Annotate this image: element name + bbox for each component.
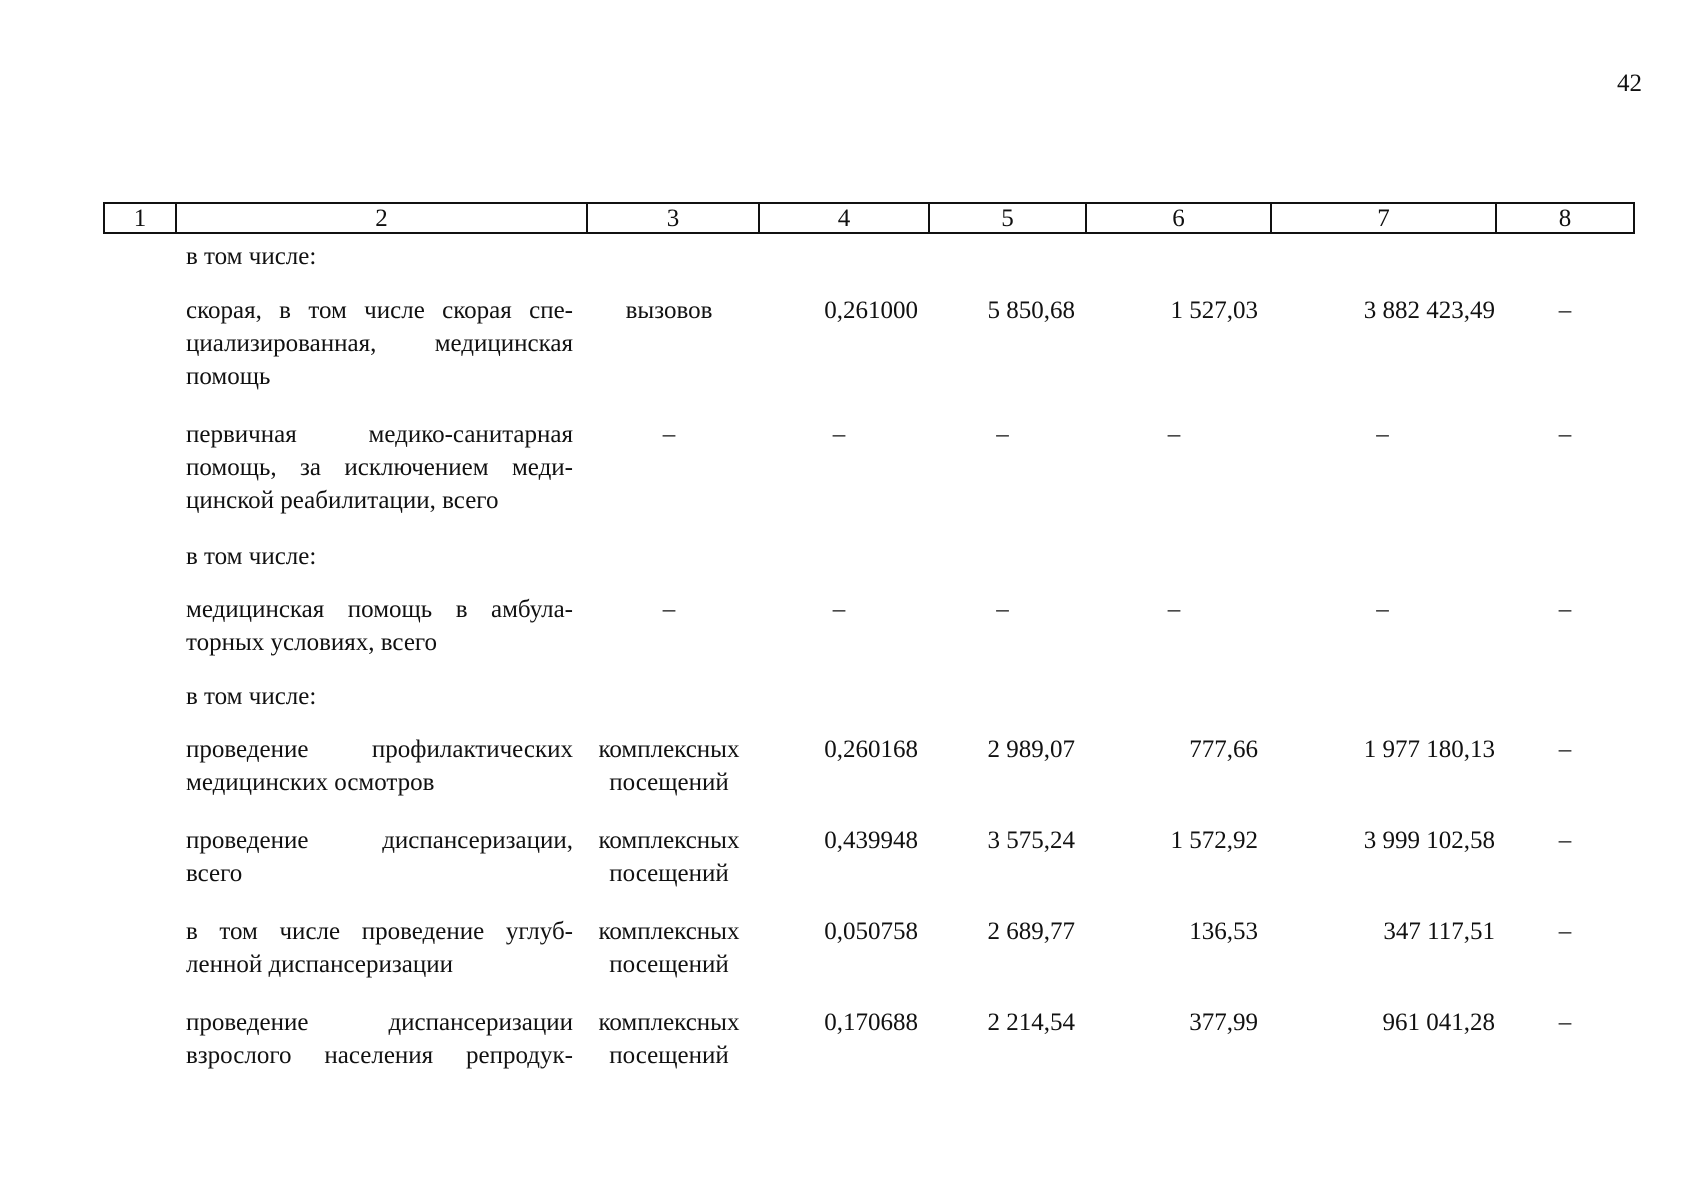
- label-line: проведение профилактических: [186, 736, 573, 763]
- value-cell-5: 2 214,54: [987, 1009, 1075, 1036]
- label-line: взрослого населения репродук-: [186, 1042, 573, 1069]
- row-label: [186, 733, 573, 799]
- label-line: ленной диспансеризации: [186, 951, 453, 978]
- unit-cell: –: [662, 421, 676, 448]
- value-cell-5: 2 989,07: [987, 736, 1075, 763]
- row-label: [186, 680, 573, 713]
- value-cell-4: 0,050758: [824, 918, 918, 945]
- value-cell-4: 0,260168: [824, 736, 918, 763]
- label-line: помощь: [186, 363, 271, 390]
- label-line: проведение диспансеризации: [186, 1009, 573, 1036]
- value-cell-4: 0,261000: [824, 297, 918, 324]
- value-cell-4: –: [832, 596, 846, 623]
- row-label: [186, 294, 573, 393]
- header-cell-3: 3: [588, 204, 760, 232]
- value-cell-8: –: [1558, 297, 1572, 324]
- value-cell-6: 377,99: [1189, 1009, 1258, 1036]
- value-cell-5: 5 850,68: [987, 297, 1075, 324]
- label-line: помощь, за исключением меди-: [186, 454, 573, 481]
- unit-cell: [583, 1006, 755, 1072]
- label-line: цинской реабилитации, всего: [186, 487, 499, 514]
- header-cell-6: 6: [1087, 204, 1272, 232]
- value-cell-7: 347 117,51: [1383, 918, 1495, 945]
- value-cell-5: –: [996, 421, 1009, 448]
- header-cell-4: 4: [760, 204, 930, 232]
- row-label: [186, 240, 573, 273]
- value-cell-5: 3 575,24: [987, 827, 1075, 854]
- value-cell-6: –: [1167, 421, 1181, 448]
- label-line: скорая, в том числе скорая спе-: [186, 297, 573, 324]
- unit-line: комплексных: [598, 827, 740, 854]
- row-label: [186, 1006, 573, 1072]
- label-line: первичная медико-санитарная: [186, 421, 573, 448]
- value-cell-6: 777,66: [1189, 736, 1258, 763]
- value-cell-7: 1 977 180,13: [1363, 736, 1495, 763]
- header-cell-1: 1: [105, 204, 177, 232]
- header-cell-8: 8: [1558, 205, 1572, 232]
- unit-line: посещений: [609, 1042, 729, 1069]
- value-cell-4: 0,439948: [824, 827, 918, 854]
- unit-cell: [583, 915, 755, 981]
- unit-line: посещений: [609, 769, 729, 796]
- unit-line: комплексных: [598, 736, 740, 763]
- value-cell-7: –: [1376, 596, 1389, 623]
- unit-line: посещений: [609, 860, 729, 887]
- value-cell-7: 3 999 102,58: [1363, 827, 1495, 854]
- value-cell-6: 1 527,03: [1170, 297, 1258, 324]
- table-header-row: [103, 202, 1635, 234]
- row-label: [186, 593, 573, 659]
- value-cell-4: 0,170688: [824, 1009, 918, 1036]
- value-cell-8: –: [1558, 1009, 1572, 1036]
- label-line: всего: [186, 860, 243, 887]
- label-line: медицинская помощь в амбула-: [186, 596, 573, 623]
- unit-cell: –: [662, 596, 676, 623]
- page-number: 42: [1617, 70, 1642, 97]
- row-label: [186, 915, 573, 981]
- header-cell-5: 5: [930, 204, 1087, 232]
- label-line: в том числе:: [186, 683, 317, 710]
- label-line: в том числе:: [186, 243, 317, 270]
- unit-line: посещений: [609, 951, 729, 978]
- label-line: в том числе:: [186, 543, 317, 570]
- value-cell-7: 3 882 423,49: [1363, 297, 1495, 324]
- value-cell-6: 1 572,92: [1170, 827, 1258, 854]
- header-cell-2: 2: [177, 204, 588, 232]
- row-label: [186, 418, 573, 517]
- row-label: [186, 540, 573, 573]
- unit-line: комплексных: [598, 918, 740, 945]
- label-line: проведение диспансеризации,: [186, 827, 573, 854]
- value-cell-6: 136,53: [1189, 918, 1258, 945]
- unit-cell: вызовов: [625, 297, 713, 324]
- header-cell-7: 7: [1272, 204, 1497, 232]
- label-line: в том числе проведение углуб-: [186, 918, 573, 945]
- value-cell-7: 961 041,28: [1382, 1009, 1495, 1036]
- label-line: торных условиях, всего: [186, 629, 438, 656]
- value-cell-7: –: [1376, 421, 1389, 448]
- value-cell-8: –: [1558, 736, 1572, 763]
- value-cell-8: –: [1558, 918, 1572, 945]
- row-label: [186, 824, 573, 890]
- value-cell-5: –: [996, 596, 1009, 623]
- label-line: циализированная, медицинская: [186, 330, 573, 357]
- value-cell-6: –: [1167, 596, 1181, 623]
- unit-line: комплексных: [598, 1009, 740, 1036]
- value-cell-5: 2 689,77: [987, 918, 1075, 945]
- value-cell-8: –: [1558, 827, 1572, 854]
- value-cell-8: –: [1558, 596, 1572, 623]
- unit-cell: [583, 824, 755, 890]
- value-cell-4: –: [832, 421, 846, 448]
- unit-cell: [583, 733, 755, 799]
- value-cell-8: –: [1558, 421, 1572, 448]
- label-line: медицинских осмотров: [186, 769, 435, 796]
